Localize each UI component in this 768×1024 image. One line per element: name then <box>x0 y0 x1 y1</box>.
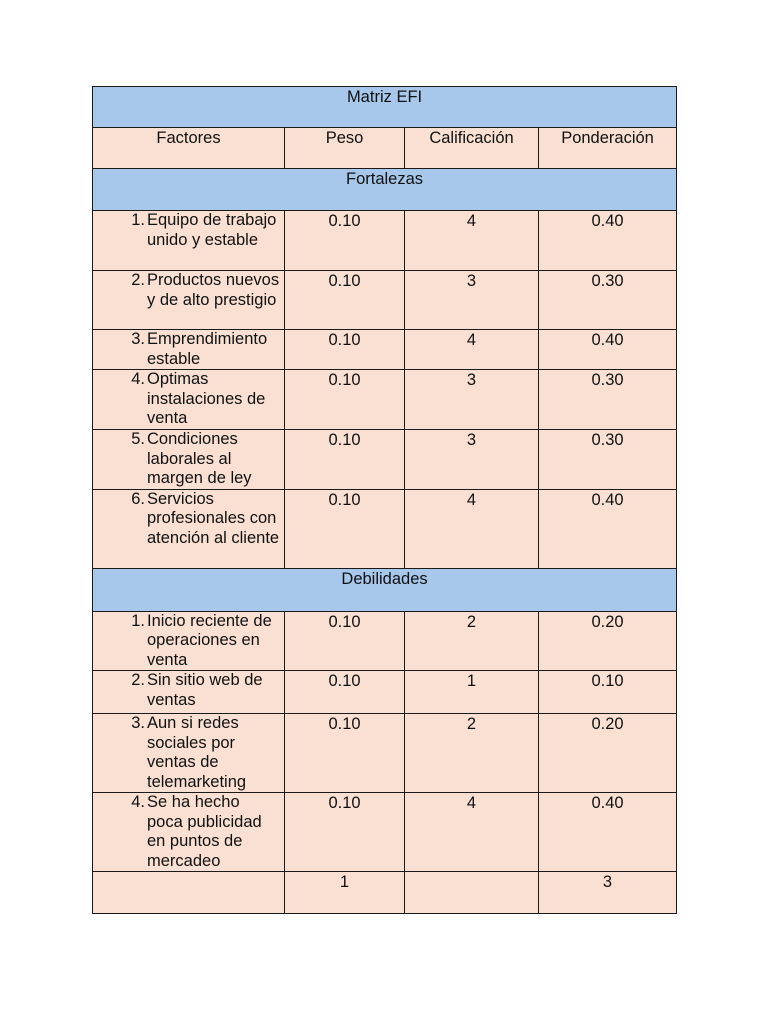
ponderacion-cell: 0.30 <box>539 430 677 490</box>
item-number: 1. <box>131 611 145 630</box>
peso-cell: 0.10 <box>285 370 405 430</box>
header-row <box>93 128 677 169</box>
factor-cell <box>93 489 285 568</box>
table-row <box>93 330 677 370</box>
peso-cell: 0.10 <box>285 671 405 714</box>
fortalezas-label: Fortalezas <box>93 169 677 211</box>
table-row <box>93 611 677 671</box>
total-calificacion-cell <box>405 872 539 914</box>
factor-cell <box>93 793 285 872</box>
item-number: 1. <box>131 211 145 229</box>
table-row <box>93 271 677 330</box>
totals-row <box>93 872 677 914</box>
ponderacion-cell: 0.30 <box>539 370 677 430</box>
factor-text: Emprendimiento estable <box>147 330 268 368</box>
factor-text: Inicio reciente de operaciones en venta <box>147 611 272 669</box>
header-peso: Peso <box>285 128 405 169</box>
ponderacion-cell: 0.40 <box>539 330 677 370</box>
peso-cell: 0.10 <box>285 714 405 793</box>
table-title: Matriz EFI <box>93 87 677 128</box>
debilidades-section-row <box>93 568 677 611</box>
efi-matrix-table <box>92 86 677 914</box>
calificacion-cell: 2 <box>405 611 539 671</box>
calificacion-cell: 4 <box>405 211 539 271</box>
calificacion-cell: 3 <box>405 271 539 330</box>
total-ponderacion-cell: 3 <box>539 872 677 914</box>
ponderacion-cell: 0.40 <box>539 211 677 271</box>
factor-cell <box>93 271 285 330</box>
peso-cell: 0.10 <box>285 430 405 490</box>
ponderacion-cell: 0.20 <box>539 714 677 793</box>
factor-cell <box>93 714 285 793</box>
calificacion-cell: 3 <box>405 370 539 430</box>
factor-cell <box>93 430 285 490</box>
factor-text: Condiciones laborales al margen de ley <box>147 430 252 487</box>
ponderacion-cell: 0.20 <box>539 611 677 671</box>
item-number: 3. <box>131 714 145 732</box>
fortalezas-section-row <box>93 169 677 211</box>
factor-cell <box>93 330 285 370</box>
factor-cell <box>93 370 285 430</box>
table-row <box>93 489 677 568</box>
table-row <box>93 211 677 271</box>
calificacion-cell: 1 <box>405 671 539 714</box>
peso-cell: 0.10 <box>285 271 405 330</box>
factor-text: Se ha hecho poca publicidad en puntos de mercadeo <box>147 793 262 870</box>
title-row <box>93 87 677 128</box>
factor-cell <box>93 211 285 271</box>
factor-text: Servicios profesionales con atención al cliente <box>147 489 280 547</box>
item-number: 2. <box>131 671 145 689</box>
item-number: 6. <box>131 489 145 508</box>
table-row <box>93 671 677 714</box>
table-row <box>93 430 677 490</box>
ponderacion-cell: 0.40 <box>539 793 677 872</box>
peso-cell: 0.10 <box>285 611 405 671</box>
factor-text: Sin sitio web de ventas <box>147 671 263 709</box>
peso-cell: 0.10 <box>285 793 405 872</box>
peso-cell: 0.10 <box>285 211 405 271</box>
table-row <box>93 370 677 430</box>
header-factores: Factores <box>93 128 285 169</box>
item-number: 2. <box>131 271 145 289</box>
factor-text: Productos nuevos y de alto prestigio <box>147 271 280 309</box>
factor-text: Equipo de trabajo unido y estable <box>147 211 277 249</box>
item-number: 5. <box>131 430 145 448</box>
debilidades-label: Debilidades <box>93 568 677 611</box>
calificacion-cell: 4 <box>405 330 539 370</box>
factor-text: Aun si redes sociales por ventas de telemarketing <box>147 714 247 791</box>
ponderacion-cell: 0.40 <box>539 489 677 568</box>
factor-cell <box>93 671 285 714</box>
peso-cell: 0.10 <box>285 330 405 370</box>
factor-cell <box>93 611 285 671</box>
calificacion-cell: 4 <box>405 793 539 872</box>
total-factores-cell <box>93 872 285 914</box>
calificacion-cell: 2 <box>405 714 539 793</box>
peso-cell: 0.10 <box>285 489 405 568</box>
header-ponderacion: Ponderación <box>539 128 677 169</box>
item-number: 4. <box>131 370 145 388</box>
table-row <box>93 714 677 793</box>
item-number: 3. <box>131 330 145 348</box>
total-peso-cell: 1 <box>285 872 405 914</box>
ponderacion-cell: 0.10 <box>539 671 677 714</box>
item-number: 4. <box>131 793 145 811</box>
calificacion-cell: 3 <box>405 430 539 490</box>
factor-text: Optimas instalaciones de venta <box>147 370 266 427</box>
ponderacion-cell: 0.30 <box>539 271 677 330</box>
calificacion-cell: 4 <box>405 489 539 568</box>
table-row <box>93 793 677 872</box>
header-calificacion: Calificación <box>405 128 539 169</box>
